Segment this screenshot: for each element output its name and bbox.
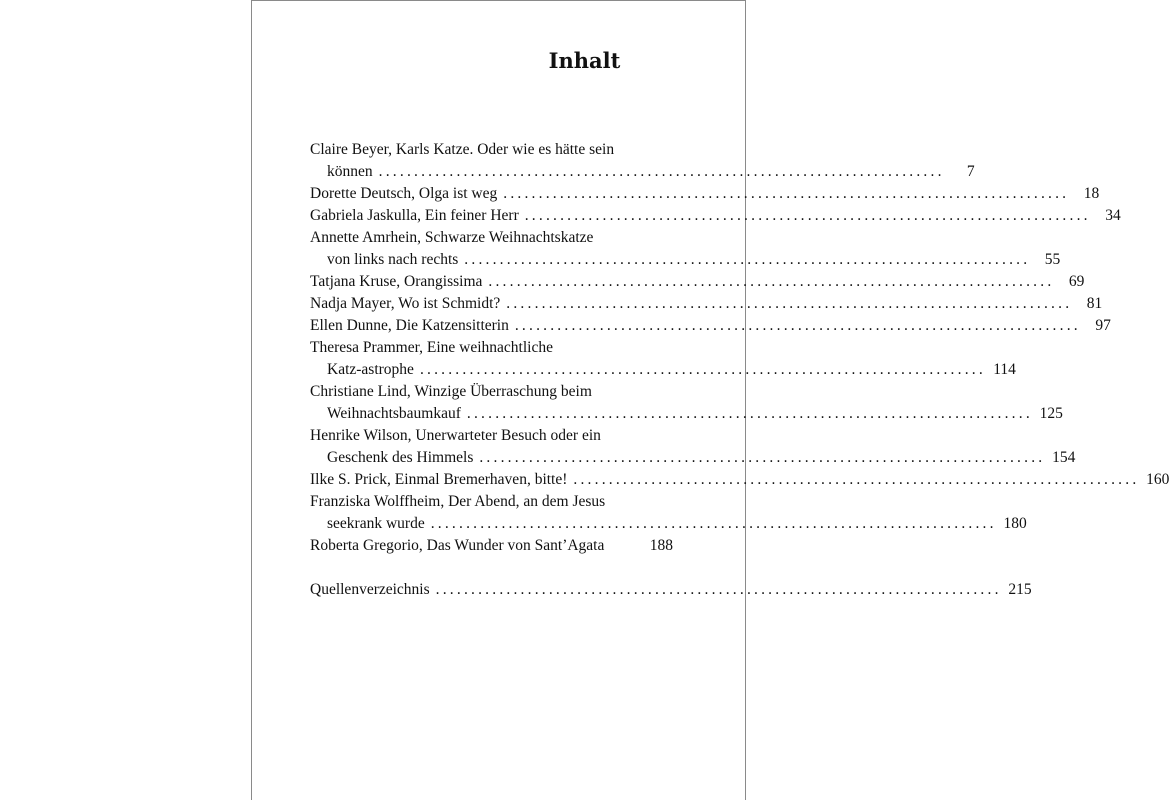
toc-entry [310, 315, 1111, 337]
dot-leader: ................................................................................ [503, 185, 1070, 202]
toc-entry-text: können [327, 163, 373, 180]
toc-page-number: 69 [1068, 273, 1085, 290]
toc-entry-appendix [310, 579, 1032, 601]
toc-page-number: 160 [1146, 471, 1169, 488]
toc-entry [310, 359, 1016, 381]
toc-entry [310, 183, 1100, 205]
toc-entry-text: seekrank wurde [327, 515, 425, 532]
dot-leader: ................................................................................ [464, 251, 1031, 268]
toc-entry [310, 403, 1063, 425]
toc-entry [310, 513, 1027, 535]
dot-leader: ................................................................................ [378, 163, 945, 180]
dot-leader: ................................................................................ [514, 317, 1081, 334]
toc-page-number: 7 [966, 163, 975, 180]
table-of-contents [310, 139, 1169, 601]
toc-entry-text: Franziska Wolffheim, Der Abend, an dem Jesus [310, 493, 606, 510]
toc-entry [310, 205, 1121, 227]
dot-leader: ................................................................................ [488, 273, 1055, 290]
toc-entry-text: Annette Amrhein, Schwarze Weihnachtskatze [310, 229, 594, 246]
toc-entry-text: Henrike Wilson, Unerwarteter Besuch oder ein [310, 427, 601, 444]
toc-entry [310, 249, 1061, 271]
toc-entry-text: Dorette Deutsch, Olga ist weg [310, 185, 498, 202]
toc-page-number: 55 [1044, 251, 1061, 268]
toc-entry [310, 161, 975, 183]
dot-leader: ................................................................................ [573, 471, 1140, 488]
toc-entry-text: Roberta Gregorio, Das Wunder von Sant’Agata [310, 537, 605, 554]
toc-page-number: 215 [1008, 581, 1032, 598]
toc-page-number: 18 [1083, 185, 1100, 202]
toc-entry-text: Christiane Lind, Winzige Überraschung beim [310, 383, 592, 400]
toc-entry-text: Geschenk des Himmels [327, 449, 474, 466]
page-title: Inhalt [548, 48, 621, 73]
toc-entry-text: Quellenverzeichnis [310, 581, 430, 598]
toc-entry-text: von links nach rechts [327, 251, 459, 268]
toc-entry-text: Weihnachtsbaumkauf [327, 405, 461, 422]
toc-entry [310, 469, 1169, 491]
toc-entry-text: Claire Beyer, Karls Katze. Oder wie es hätte sein [310, 141, 615, 158]
toc-page-number: 114 [993, 361, 1016, 378]
toc-entry [310, 271, 1085, 293]
toc-page-number: 97 [1095, 317, 1111, 334]
toc-entry [310, 293, 1103, 315]
toc-page-number: 81 [1086, 295, 1103, 312]
spacer [310, 557, 673, 579]
dot-leader: ................................................................................ [466, 405, 1033, 422]
toc-entry-text: Katz-astrophe [327, 361, 414, 378]
toc-page-number: 188 [649, 537, 673, 554]
toc-entry-text: Ellen Dunne, Die Katzensitterin [310, 317, 509, 334]
toc-page-number: 180 [1003, 515, 1027, 532]
dot-leader: ................................................................................ [506, 295, 1073, 312]
toc-entry-text: Ilke S. Prick, Einmal Bremerhaven, bitte! [310, 471, 568, 488]
toc-entry-text: Gabriela Jaskulla, Ein feiner Herr [310, 207, 519, 224]
toc-page-number: 154 [1052, 449, 1076, 466]
toc-entry-text: Tatjana Kruse, Orangissima [310, 273, 483, 290]
toc-entry-text: Theresa Prammer, Eine weihnachtliche [310, 339, 553, 356]
toc-entry-text: Nadja Mayer, Wo ist Schmidt? [310, 295, 501, 312]
dot-leader: ................................................................................ [419, 361, 986, 378]
dot-leader: ................................................................................ [430, 515, 997, 532]
toc-entry [310, 535, 673, 557]
dot-leader: ................................................................................ [524, 207, 1091, 224]
dot-leader: ................................................................................ [435, 581, 1002, 598]
toc-page-number: 125 [1039, 405, 1063, 422]
toc-entry [310, 447, 1076, 469]
toc-page-number: 34 [1105, 207, 1121, 224]
dot-leader: ................................................................................ [479, 449, 1046, 466]
